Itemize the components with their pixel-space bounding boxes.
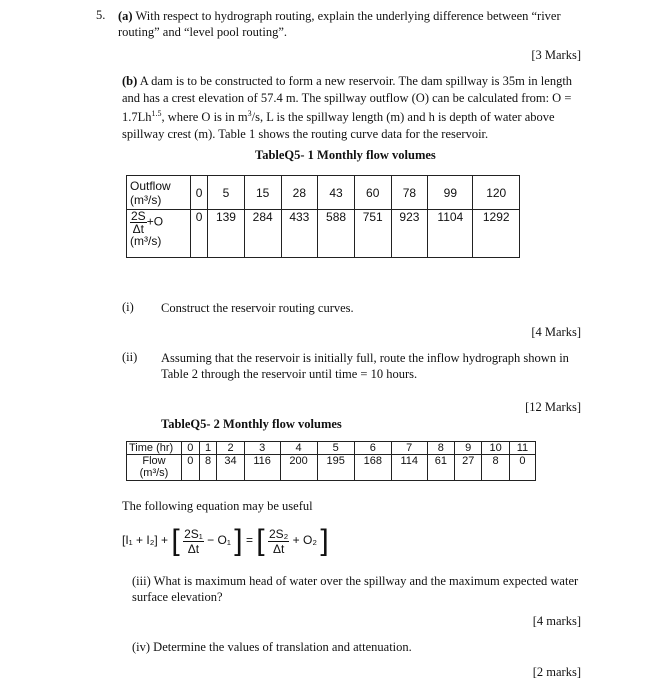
table1-cell: 28 (281, 176, 318, 210)
equation-lhs: [I₁ + I₂] + (122, 533, 169, 548)
fraction-1-denominator: Δt (187, 541, 200, 556)
table2-cell: 195 (317, 455, 354, 481)
part-i-label: (i) (122, 300, 134, 314)
part-iii-text: (iii) What is maximum head of water over the spillway and the maximum expected water surface elevation? (132, 574, 579, 604)
question-number: 5. (96, 8, 106, 22)
table2-cell: 5 (317, 442, 354, 455)
table2-cell: 8 (199, 455, 217, 481)
table2-cell: 6 (354, 442, 391, 455)
table2-cell: 200 (280, 455, 317, 481)
table2-cell: 168 (354, 455, 391, 481)
table1-storage-label (127, 210, 191, 258)
table1-row-outflow (127, 176, 520, 210)
part-b-text: A dam is to be constructed to form a new reservoir. The dam spillway is 35m in length and has a crest elevation of 57.4 m. The spillway outflow (O) can be calculated from: O = 1.7Lh (122, 74, 573, 125)
table2-cell: 9 (455, 442, 482, 455)
part-b-label: (b) (122, 74, 138, 88)
equation-equals: = (245, 533, 253, 548)
table1-cell: 1292 (473, 210, 520, 258)
table2-time-label: Time (hr) (127, 442, 182, 455)
table1-cell: 433 (281, 210, 318, 258)
table2-row-time (127, 442, 536, 455)
table2-cell: 0 (182, 442, 200, 455)
bracket-close: ] (234, 524, 243, 557)
table2-cell: 61 (427, 455, 454, 481)
part-ii-marks: [12 Marks] (525, 400, 581, 414)
table2-flow-label: Flow (m³/s) (127, 455, 182, 481)
table2-cell: 114 (391, 455, 427, 481)
table1-outflow-label: Outflow (m³/s) (127, 176, 191, 210)
table2-caption: TableQ5- 2 Monthly flow volumes (161, 417, 342, 431)
table1-cell: 0 (191, 176, 208, 210)
part-iii-marks: [4 marks] (532, 614, 581, 628)
part-b-unit-exp: 3 (247, 109, 252, 118)
part-iv-marks: [2 marks] (532, 665, 581, 679)
table2-cell: 0 (509, 455, 535, 481)
table1-cell: 5 (208, 176, 245, 210)
table1 (126, 175, 520, 258)
part-i-marks: [4 Marks] (531, 325, 581, 339)
part-ii-text: Assuming that the reservoir is initially full, route the inflow hydrograph shown in Table 2 through the reservoir until time = 10 hours. (161, 351, 569, 381)
table1-cell: 588 (318, 210, 355, 258)
equation-intro: The following equation may be useful (122, 499, 313, 513)
part-a-label: (a) (118, 9, 133, 23)
table2-cell: 0 (182, 455, 200, 481)
table2-cell: 4 (280, 442, 317, 455)
bracket-close-2: ] (320, 524, 329, 557)
table2-cell: 1 (199, 442, 217, 455)
equation-plus-o2: + O₂ (292, 533, 318, 548)
table1-cell: 99 (428, 176, 473, 210)
storage-denominator: Δt (132, 222, 145, 236)
part-a (118, 8, 584, 40)
table1-cell: 284 (244, 210, 281, 258)
equation-fraction-2 (268, 527, 289, 556)
table2 (126, 441, 536, 481)
part-b-exponent: 1.5 (151, 109, 162, 118)
table1-cell: 78 (391, 176, 428, 210)
table2-cell: 8 (427, 442, 454, 455)
table2-cell: 27 (455, 455, 482, 481)
table1-cell: 0 (191, 210, 208, 258)
part-b-text-cont: , where O is in m (161, 110, 248, 125)
table2-cell: 2 (217, 442, 244, 455)
table2-cell: 34 (217, 455, 244, 481)
table1-caption: TableQ5- 1 Monthly flow volumes (255, 148, 436, 162)
table1-cell: 923 (391, 210, 428, 258)
fraction-1-numerator: 2S₁ (184, 526, 203, 541)
table2-cell: 116 (244, 455, 280, 481)
part-iv-text: (iv) Determine the values of translation and attenuation. (132, 640, 412, 654)
fraction-2-denominator: Δt (272, 541, 285, 556)
fraction-2-numerator: 2S₂ (268, 526, 289, 541)
table2-cell: 11 (509, 442, 535, 455)
table2-cell: 7 (391, 442, 427, 455)
equation-minus-o1: − O₁ (207, 533, 231, 548)
storage-plus-o: +O (146, 214, 164, 229)
storage-fraction (130, 210, 147, 235)
table1-cell: 15 (244, 176, 281, 210)
equation-fraction-1 (183, 527, 204, 556)
table2-cell: 10 (482, 442, 509, 455)
part-a-text: With respect to hydrograph routing, explain the underlying difference between “river routing” and “level pool routing”. (118, 9, 561, 39)
routing-equation (122, 524, 329, 558)
table1-cell: 43 (318, 176, 355, 210)
table1-cell: 120 (473, 176, 520, 210)
table2-row-flow (127, 455, 536, 481)
table1-row-storage (127, 210, 520, 258)
storage-numerator: 2S (131, 209, 146, 223)
bracket-open: [ (171, 524, 180, 557)
table1-cell: 751 (354, 210, 391, 258)
storage-unit: (m³/s) (130, 234, 162, 248)
table2-cell: 8 (482, 455, 509, 481)
part-b (122, 73, 580, 142)
table1-cell: 1104 (428, 210, 473, 258)
bracket-open-2: [ (256, 524, 265, 557)
table1-cell: 139 (208, 210, 245, 258)
part-i-text: Construct the reservoir routing curves. (161, 301, 354, 315)
part-ii-label: (ii) (122, 350, 138, 364)
part-b-text-cont2: /s, L is the spillway length (m) and h is depth of water above spillway crest (m). Table 1 shows the routing curve data for the reservoir. (122, 110, 555, 141)
table1-cell: 60 (354, 176, 391, 210)
part-a-marks: [3 Marks] (531, 48, 581, 62)
table2-cell: 3 (244, 442, 280, 455)
